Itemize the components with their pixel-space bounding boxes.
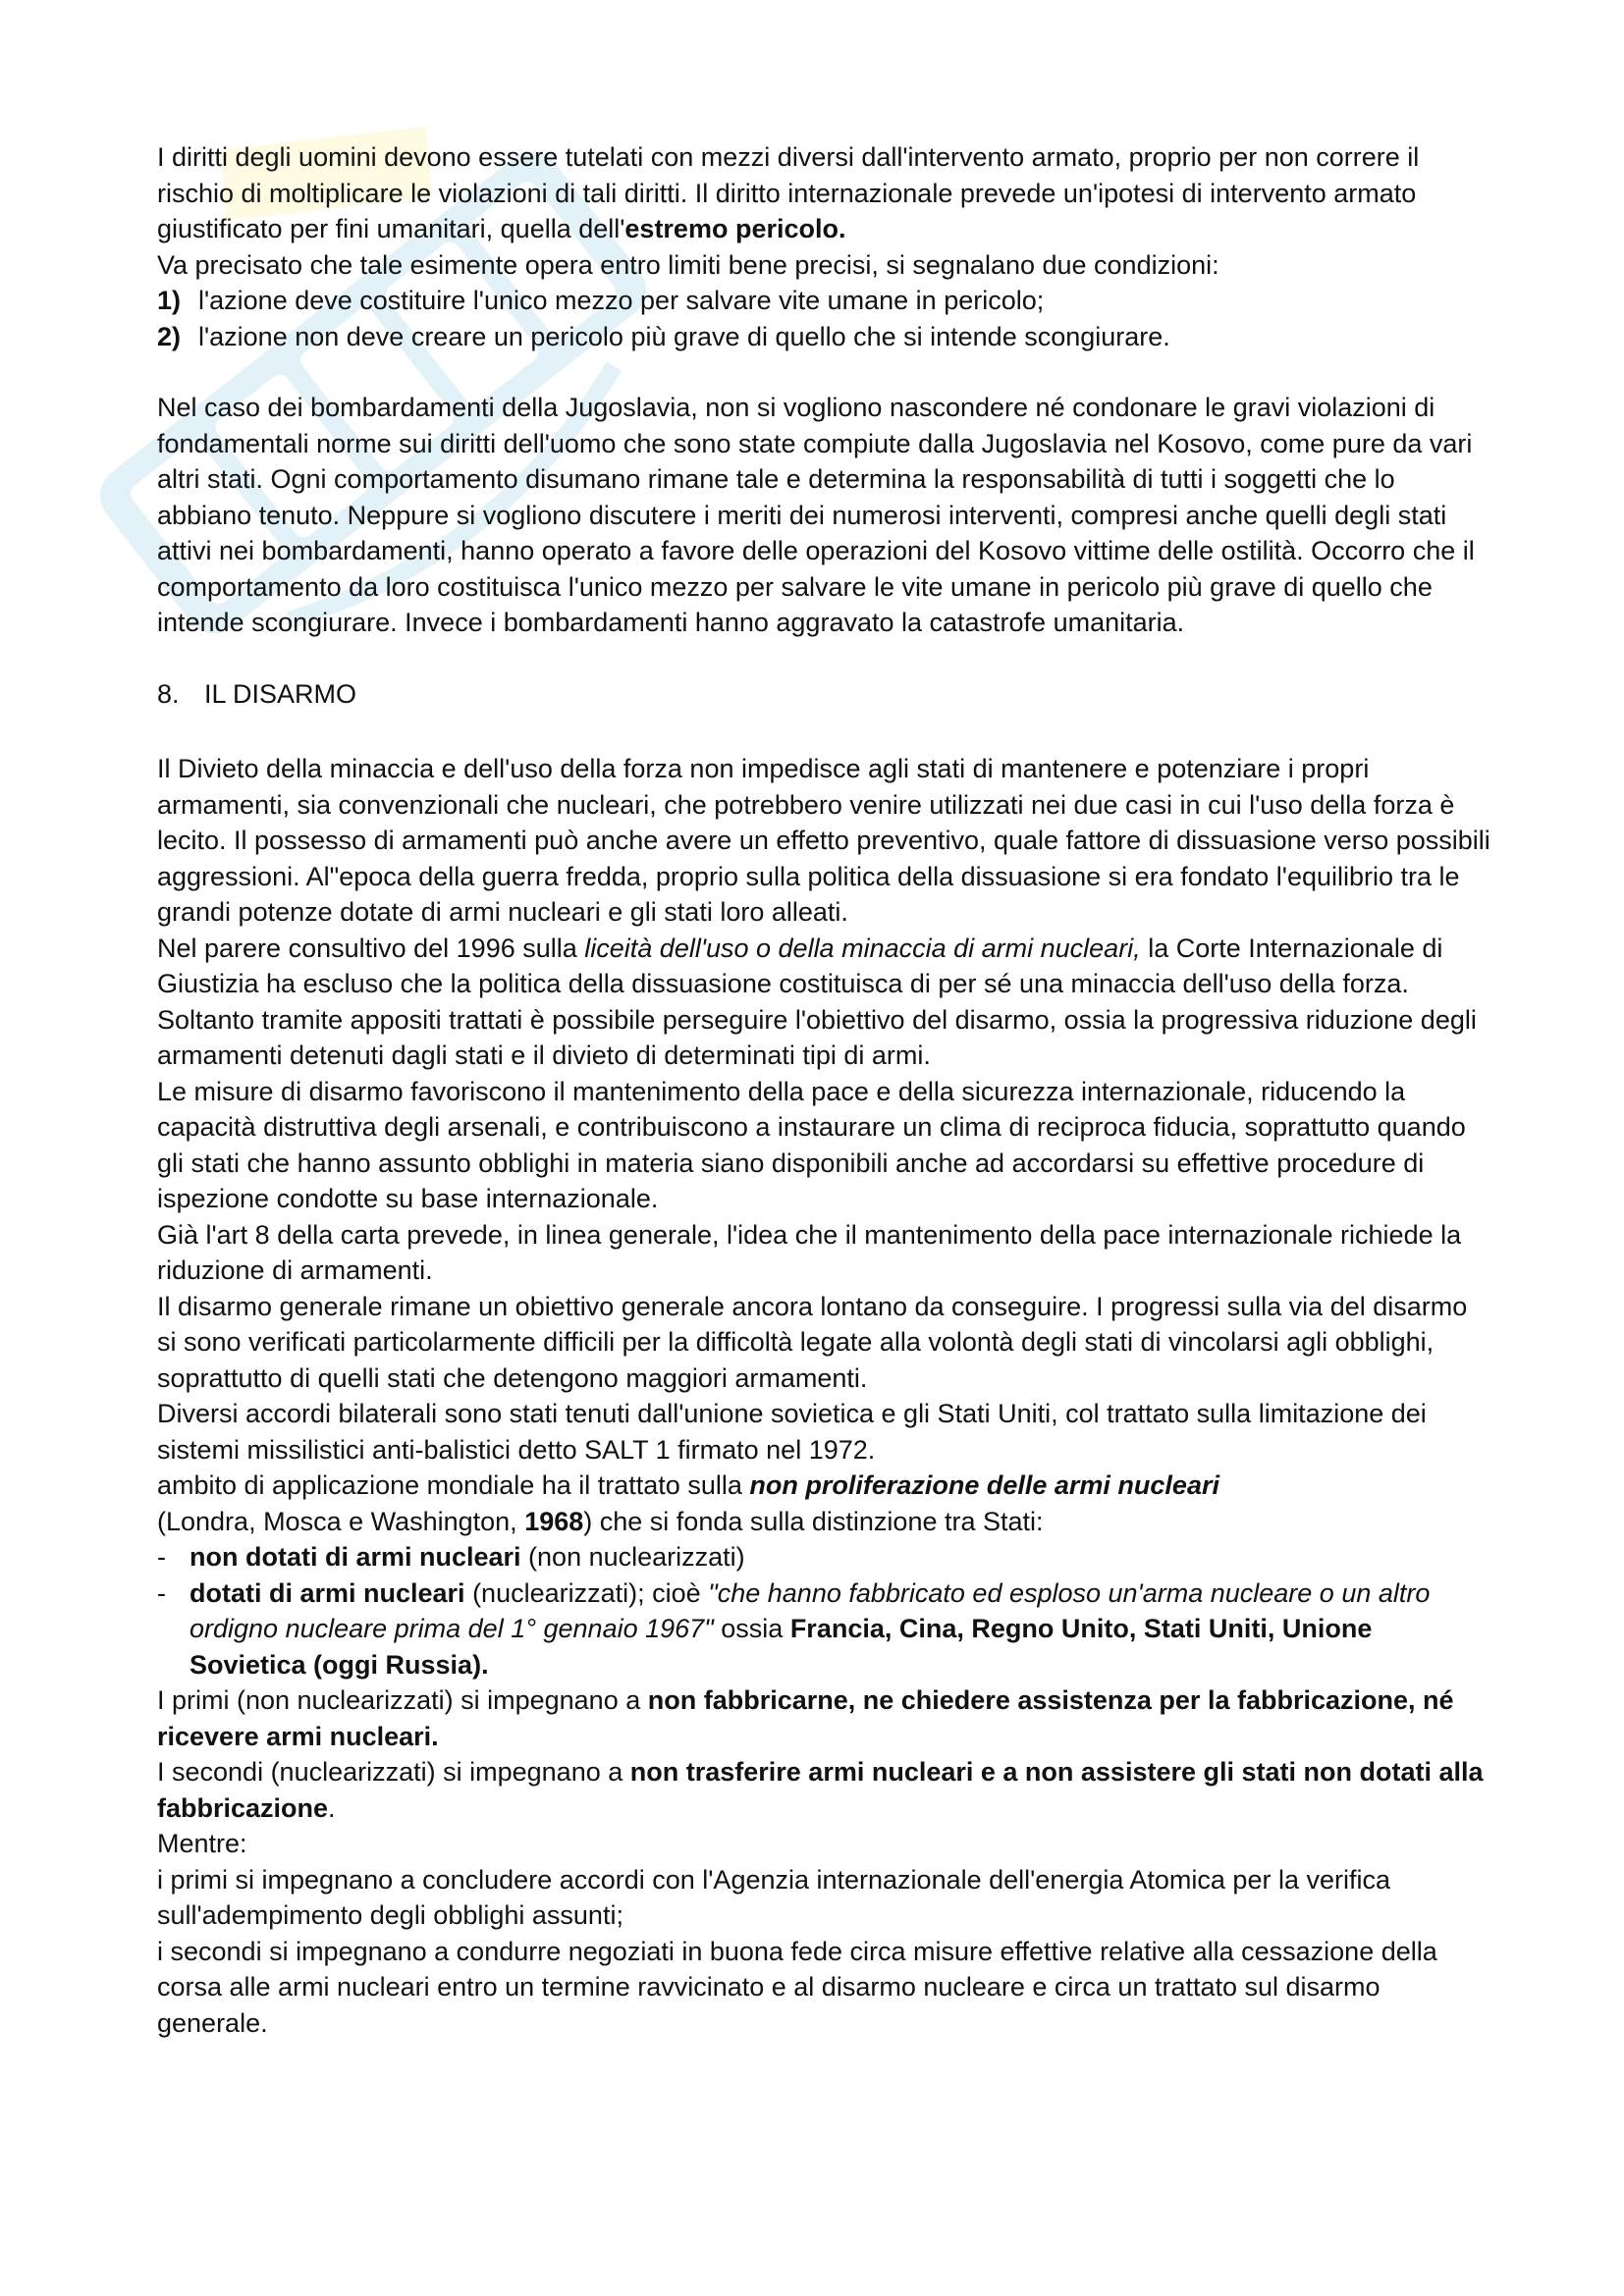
dash-bullet: - <box>157 1577 166 1608</box>
list-item-text: l'azione non deve creare un pericolo più grave di quello che si intende scongiurare. <box>198 321 1170 351</box>
paragraph: Il Divieto della minaccia e dell'uso della forza non impedisce agli stati di mantenere e potenziare i propri armamenti, sia convenzionali che nucleari, che potrebbero venire utilizzati nei due casi in cui l'uso della forza è lecito. Il possesso di armamenti può anche avere un effetto preventivo, quale fattore di dissuasione verso possibili aggressioni. Al"epoca della guerra fredda, proprio sulla politica della dissuasione si era fondato l'equilibrio tra le grandi potenze dotate di armi nucleari e gli stati loro alleati. <box>157 754 1490 927</box>
paragraph: Le misure di disarmo favoriscono il mantenimento della pace e della sicurezza internazionale, riducendo la capacità distruttiva degli arsenali, e contribuiscono a instaurare un clima di reciproca fiducia, soprattutto quando gli stati che hanno assunto obblighi in materia siano disponibili anche ad accordarsi su effettive procedure di ispezione condotte su base internazionale. <box>157 1076 1466 1213</box>
paragraph: I diritti degli uomini devono essere tutelati con mezzi diversi dall'intervento armato, proprio per non correre il rischio di moltiplicare le violazioni di tali diritti. Il diritto internazionale prevede un'ipotesi di intervento armato giustificato per fini umanitari, quella dell'estremo pericolo. <box>157 142 1420 243</box>
list-item: - non dotati di armi nucleari (non nuclearizzati) <box>157 1539 1492 1575</box>
document-content <box>157 139 1492 2041</box>
list-item <box>157 319 1492 355</box>
paragraph: I primi (non nuclearizzati) si impegnano a non fabbricarne, ne chiedere assistenza per la fabbricazione, né ricevere armi nucleari. <box>157 1685 1454 1751</box>
paragraph: Nel parere consultivo del 1996 sulla liceità dell'uso o della minaccia di armi nucleari, la Corte Internazionale di Giustizia ha escluso che la politica della dissuasione costituisca di per sé una minaccia dell'uso della forza. <box>157 933 1443 998</box>
paragraph: I secondi (nuclearizzati) si impegnano a non trasferire armi nucleari e a non assistere gli stati non dotati alla fabbricazione. <box>157 1757 1484 1823</box>
paragraph: i primi si impegnano a concludere accordi con l'Agenzia internazionale dell'energia Atomica per la verifica sull'adempimento degli obblighi assunti; <box>157 1864 1390 1930</box>
list-item <box>157 283 1492 319</box>
paragraph: Mentre: <box>157 1829 247 1858</box>
list-number: 2) <box>157 321 182 351</box>
paragraph: Diversi accordi bilaterali sono stati tenuti dall'unione sovietica e gli Stati Uniti, col trattato sulla limitazione dei sistemi missilistici anti-balistici detto SALT 1 firmato nel 1972. <box>157 1399 1427 1465</box>
paragraph: ambito di applicazione mondiale ha il trattato sulla non proliferazione delle armi nucleari (Londra, Mosca e Washington, 1968) che si fonda sulla distinzione tra Stati: <box>157 1470 1219 1536</box>
paragraph: Va precisato che tale esimente opera entro limiti bene precisi, si segnalano due condizioni: <box>157 249 1219 280</box>
dash-bullet: - <box>157 1542 166 1572</box>
list-number: 1) <box>157 286 182 315</box>
paragraph: Soltanto tramite appositi trattati è possibile perseguire l'obiettivo del disarmo, ossia la progressiva riduzione degli armamenti detenuti dagli stati e il divieto di determinati tipi di armi. <box>157 1004 1477 1070</box>
paragraph: Già l'art 8 della carta prevede, in linea generale, l'idea che il mantenimento della pace internazionale richiede la riduzione di armamenti. <box>157 1219 1462 1285</box>
list-item: - dotati di armi nucleari (nuclearizzati); cioè "che hanno fabbricato ed esploso un'arma nucleare o un altro ordigno nucleare prima del 1° gennaio 1967" ossia Francia, Cina, Regno Unito, Stati Uniti, Unione Sovietica (oggi Russia). <box>157 1575 1492 1683</box>
list-item-text: l'azione deve costituire l'unico mezzo per salvare vite umane in pericolo; <box>198 286 1045 315</box>
section-heading: 8. IL DISARMO <box>157 678 357 709</box>
paragraph: Nel caso dei bombardamenti della Jugoslavia, non si vogliono nascondere né condonare le gravi violazioni di fondamentali norme sui diritti dell'uomo che sono state compiute dalla Jugoslavia nel Kosovo, come pure da vari altri stati. Ogni comportamento disumano rimane tale e determina la responsabilità di tutti i soggetti che lo abbiano tenuto. Neppure si vogliono discutere i meriti dei numerosi interventi, compresi anche quelli degli stati attivi nei bombardamenti, hanno operato a favore delle operazioni del Kosovo vittime delle ostilità. Occorro che il comportamento da loro costituisca l'unico mezzo per salvare le vite umane in pericolo più grave di quello che intende scongiurare. Invece i bombardamenti hanno aggravato la catastrofe umanitaria. <box>157 393 1475 637</box>
paragraph: Il disarmo generale rimane un obiettivo generale ancora lontano da conseguire. I progressi sulla via del disarmo si sono verificati particolarmente difficili per la difficoltà legate alla volontà degli stati di vincolarsi agli obblighi, soprattutto di quelli stati che detengono maggiori armamenti. <box>157 1291 1468 1393</box>
paragraph: i secondi si impegnano a condurre negoziati in buona fede circa misure effettive relative alla cessazione della corsa alle armi nucleari entro un termine ravvicinato e al disarmo nucleare e circa un trattato sul disarmo generale. <box>157 1936 1437 2038</box>
